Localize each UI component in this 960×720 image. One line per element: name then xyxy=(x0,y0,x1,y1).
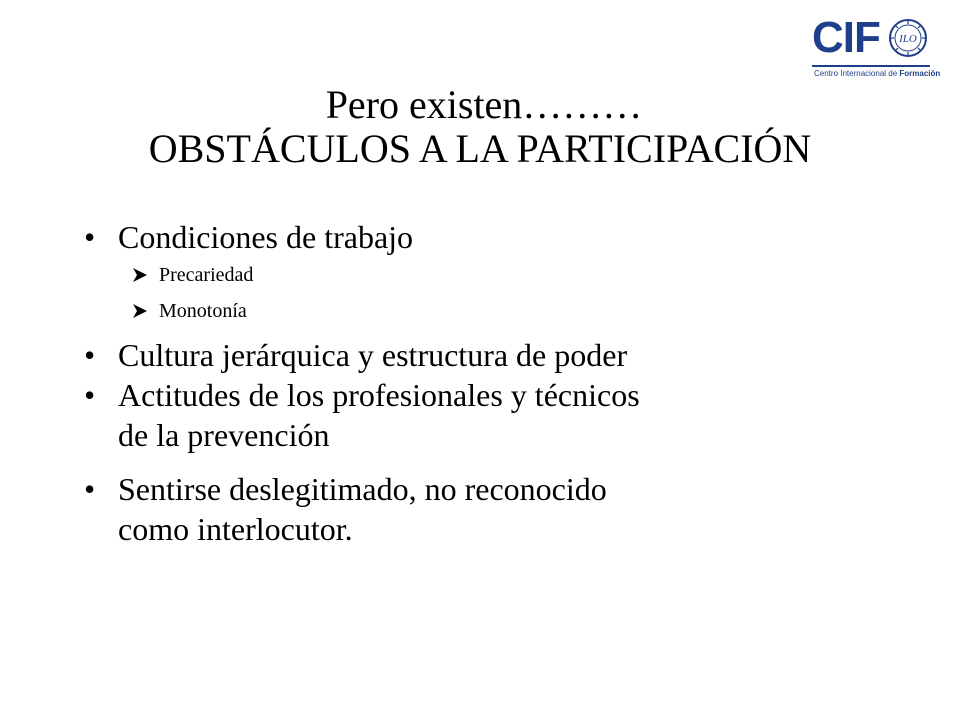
ilo-emblem-icon xyxy=(888,18,928,58)
bullet-text-line: de la prevención xyxy=(118,417,330,453)
bullet-text: Condiciones de trabajo xyxy=(118,219,414,255)
logo-divider xyxy=(812,65,930,67)
bullet-text-line: como interlocutor. xyxy=(118,511,353,547)
bullet-dot: • xyxy=(84,219,96,255)
bullet-text-line: Sentirse deslegitimado, no reconocido xyxy=(118,471,607,507)
logo-subtitle-bold: Formación xyxy=(899,69,941,78)
bullet-item xyxy=(84,375,784,455)
arrowhead-icon xyxy=(132,267,148,283)
sub-bullet-item xyxy=(84,257,784,293)
bullet-item xyxy=(84,469,784,549)
slide-title xyxy=(0,83,960,171)
sub-bullet-text: Monotonía xyxy=(159,300,247,322)
arrowhead-icon xyxy=(132,303,148,319)
bullet-dot: • xyxy=(84,377,96,413)
bullet-item xyxy=(84,217,784,257)
sub-bullet-item xyxy=(84,293,784,329)
bullet-list xyxy=(84,217,784,549)
logo-letters: CIF xyxy=(812,13,880,62)
cif-logo xyxy=(812,13,941,78)
emblem-text: ILO xyxy=(899,33,917,45)
bullet-text-line: Actitudes de los profesionales y técnicos xyxy=(118,377,640,413)
sub-bullet-text: Precariedad xyxy=(159,264,254,286)
bullet-item xyxy=(84,335,784,375)
bullet-dot: • xyxy=(84,471,96,507)
logo-subtitle xyxy=(814,69,940,78)
bullet-dot: • xyxy=(84,337,96,373)
title-line-2: OBSTÁCULOS A LA PARTICIPACIÓN xyxy=(148,126,812,171)
bullet-text: Cultura jerárquica y estructura de poder xyxy=(118,337,628,373)
title-line-1: Pero existen……… xyxy=(325,82,643,127)
logo-subtitle-regular: Centro Internacional de xyxy=(814,69,900,78)
